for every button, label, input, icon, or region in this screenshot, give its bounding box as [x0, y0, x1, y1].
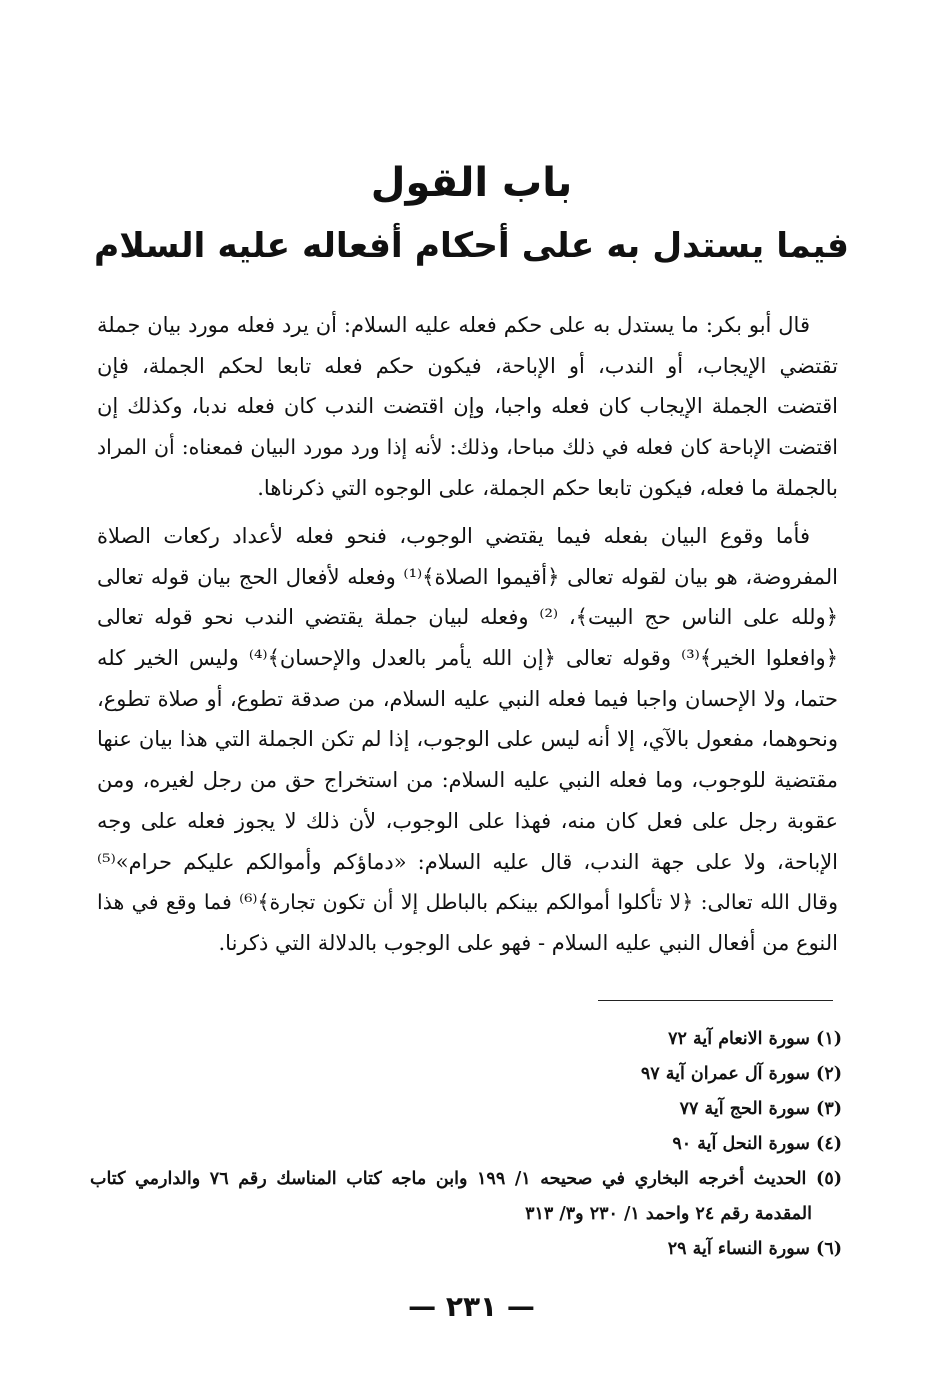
- text-line: ﴿ولله على الناس حج البيت﴾، ⁽²⁾ وفعله لبيان جملة يقتضي الندب نحو قوله تعالى: [97, 605, 838, 630]
- text-line: فأما وقوع البيان بفعله فيما يقتضي الوجوب، فنحو فعله لأعداد ركعات الصلاة: [97, 524, 810, 548]
- text-line: تقتضي الإيجاب، أو الندب، أو الإباحة، فيكون حكم فعله تابعا لحكم الجملة، فإن: [97, 353, 838, 378]
- text-line: المفروضة، هو بيان لقوله تعالى ﴿أقيموا الصلاة﴾⁽¹⁾ وفعله لأفعال الحج بيان قوله تعالى: [97, 564, 838, 589]
- text-line: ونحوهما، مفعول بالآي، إلا أنه ليس على الوجوب، إذا لم تكن الجملة التي هذا بيان عنها: [97, 727, 838, 752]
- text-line: اقتضت الإباحة كان فعله في ذلك مباحا، وذلك: لأنه إذا ورد مورد البيان فمعناه: أن المراد: [97, 435, 838, 460]
- text-line: الإباحة، ولا على جهة الندب، قال عليه السلام: «دماؤكم وأموالكم عليكم حرام»⁽⁵⁾: [97, 849, 838, 874]
- footnote-5: (٥) الحديث أخرجه البخاري في صحيحه ١/ ١٩٩ وابن ماجه كتاب المناسك رقم ٧٦ والدارمي كتاب: [90, 1169, 843, 1189]
- text-line: حتما، ولا الإحسان واجبا فيما فعله النبي عليه السلام، من صدقة تطوع، أو صلاة تطوع،: [97, 686, 838, 711]
- footnote-4: (٤) سورة النحل آية ٩٠: [672, 1134, 842, 1154]
- text-line: قال أبو بكر: ما يستدل به على حكم فعله عليه السلام: أن يرد فعله مورد بيان جملة: [97, 313, 810, 337]
- text-line: بالجملة ما فعله، فيكون تابعا حكم الجملة، على الوجوه التي ذكرناها.: [257, 475, 838, 500]
- paragraph-1: [97, 305, 838, 508]
- footnote-6: (٦) سورة النساء آية ٢٩: [667, 1239, 842, 1259]
- chapter-title: باب القول: [370, 160, 573, 206]
- footnote-5-continuation: المقدمة رقم ٢٤ واحمد ١/ ٢٣٠ و٣/ ٣١٣: [525, 1204, 812, 1224]
- page-number: — ٢٣١ —: [408, 1290, 535, 1323]
- footnote-separator: [598, 1000, 833, 1001]
- text-line: مقتضية للوجوب، وما فعله النبي عليه السلام: من استخراج حق من رجل لغيره، ومن: [97, 768, 838, 793]
- text-line: النوع من أفعال النبي عليه السلام - فهو على الوجوب بالدلالة التي ذكرنا.: [218, 930, 838, 955]
- text-line: ﴿وافعلوا الخير﴾⁽³⁾ وقوله تعالى ﴿إن الله يأمر بالعدل والإحسان﴾⁽⁴⁾ وليس الخير كله: [97, 646, 838, 671]
- chapter-subtitle: فيما يستدل به على أحكام أفعاله عليه السلام: [93, 226, 849, 266]
- footnotes: [90, 1022, 842, 1267]
- text-line: عقوبة رجل على فعل كان منه، فهذا على الوجوب، لأن ذلك لا يجوز فعله على وجه: [97, 808, 838, 833]
- text-line: وقال الله تعالى: ﴿لا تأكلوا أموالكم بينكم بالباطل إلا أن تكون تجارة﴾⁽⁶⁾ فما وقع في هذا: [97, 890, 838, 915]
- paragraph-2: [97, 516, 838, 964]
- footnote-1: (١) سورة الانعام آية ٧٢: [668, 1029, 842, 1049]
- text-line: اقتضت الجملة الإيجاب كان فعله واجبا، وإن اقتضت الندب كان فعله ندبا، وكذلك إن: [97, 394, 838, 419]
- footnote-3: (٣) سورة الحج آية ٧٧: [679, 1099, 842, 1119]
- footnote-2: (٢) سورة آل عمران آية ٩٧: [640, 1064, 842, 1084]
